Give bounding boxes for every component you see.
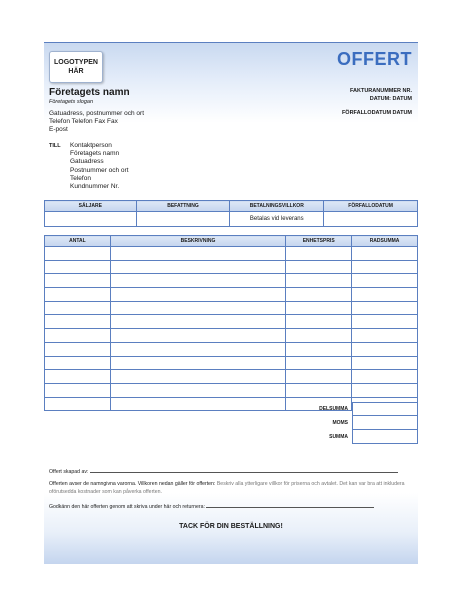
cell-quantity[interactable]	[45, 301, 111, 315]
cell-due-date[interactable]	[324, 212, 418, 227]
cell-line-total[interactable]	[352, 370, 418, 384]
recipient-line: Kontaktperson	[70, 142, 112, 149]
logo-placeholder	[49, 51, 103, 83]
tax-label: MOMS	[332, 420, 348, 426]
logo-text-line2: HÄR	[68, 68, 84, 75]
cell-unit-price[interactable]	[286, 288, 352, 302]
table-row	[45, 356, 418, 370]
table-row	[45, 288, 418, 302]
invoice-number: FAKTURANUMMER NR.	[349, 88, 412, 94]
cell-description[interactable]	[110, 329, 285, 343]
approval	[49, 503, 411, 512]
approval-label: Godkänn den här offerten genom att skriva under här och returnera:	[49, 504, 205, 510]
cell-line-total[interactable]	[352, 315, 418, 329]
created-by-line[interactable]	[90, 468, 398, 473]
cell-unit-price[interactable]	[286, 329, 352, 343]
cell-unit-price[interactable]	[286, 356, 352, 370]
cell-description[interactable]	[110, 383, 285, 397]
invoice-meta	[350, 87, 412, 103]
cell-line-total[interactable]	[352, 288, 418, 302]
cell-quantity[interactable]	[45, 260, 111, 274]
cell-unit-price[interactable]	[286, 342, 352, 356]
cell-line-total[interactable]	[352, 356, 418, 370]
tax-value[interactable]	[352, 416, 418, 430]
cell-quantity[interactable]	[45, 329, 111, 343]
total-value[interactable]	[352, 430, 418, 444]
cell-line-total[interactable]	[352, 383, 418, 397]
cell-line-total[interactable]	[352, 301, 418, 315]
header-position: BEFATTNING	[136, 201, 230, 212]
phone-fax-line: Telefon Telefon Fax Fax	[49, 118, 118, 125]
invoice-date: DATUM: DATUM	[369, 96, 412, 102]
cell-description[interactable]	[110, 274, 285, 288]
cell-unit-price[interactable]	[286, 301, 352, 315]
header-seller: SÄLJARE	[45, 201, 137, 212]
header-unit-price: ENHETSPRIS	[286, 236, 352, 247]
recipient-line: Postnummer och ort	[70, 166, 129, 174]
created-by	[49, 468, 411, 477]
cell-description[interactable]	[110, 370, 285, 384]
cell-quantity[interactable]	[45, 274, 111, 288]
cell-unit-price[interactable]	[286, 247, 352, 261]
header-due-date: FÖRFALLODATUM	[324, 201, 418, 212]
company-slogan: Företagets slogan	[49, 99, 94, 105]
table-row	[45, 370, 418, 384]
cell-unit-price[interactable]	[286, 260, 352, 274]
cell-payment-terms[interactable]: Betalas vid leverans	[230, 212, 324, 227]
cell-line-total[interactable]	[352, 329, 418, 343]
cell-quantity[interactable]	[45, 342, 111, 356]
company-address	[49, 110, 144, 134]
terms-table	[44, 200, 418, 227]
cell-position[interactable]	[136, 212, 230, 227]
terms-details: Beskriv alla ytterligare villkor för priserna och avtalet. Det kan var bra att inkludera oförutsedda kostnader som kan påverka offerten.	[49, 481, 405, 495]
items-table	[44, 235, 418, 411]
table-row	[45, 383, 418, 397]
item-rows	[45, 247, 418, 411]
cell-description[interactable]	[110, 288, 285, 302]
table-row	[45, 315, 418, 329]
signature-line[interactable]	[206, 503, 374, 508]
cell-line-total[interactable]	[352, 274, 418, 288]
recipient-label: TILL	[49, 143, 61, 149]
cell-unit-price[interactable]	[286, 383, 352, 397]
terms-intro: Offerten avser de namngivna varorna. Villkoren nedan gäller för offerten:	[49, 481, 216, 487]
header-line-total: RADSUMMA	[352, 236, 418, 247]
cell-description[interactable]	[110, 301, 285, 315]
table-row	[45, 301, 418, 315]
cell-quantity[interactable]	[45, 370, 111, 384]
company-name: Företagets namn	[49, 87, 130, 98]
totals-block	[44, 402, 418, 444]
quote-page	[44, 42, 418, 564]
table-row	[45, 342, 418, 356]
due-date: FÖRFALLODATUM DATUM	[341, 110, 412, 116]
subtotal-row	[44, 402, 418, 416]
subtotal-label: DELSUMMA	[319, 406, 348, 412]
cell-description[interactable]	[110, 260, 285, 274]
tax-row	[44, 416, 418, 430]
address-line: Gatuadress, postnummer och ort	[49, 110, 145, 117]
table-row	[45, 274, 418, 288]
header-description: BESKRIVNING	[110, 236, 285, 247]
cell-description[interactable]	[110, 247, 285, 261]
recipient-line: Gatuadress	[70, 158, 104, 166]
cell-quantity[interactable]	[45, 315, 111, 329]
table-row	[45, 260, 418, 274]
cell-line-total[interactable]	[352, 247, 418, 261]
cell-unit-price[interactable]	[286, 315, 352, 329]
cell-quantity[interactable]	[45, 383, 111, 397]
created-by-label: Offert skapad av:	[49, 469, 89, 475]
cell-line-total[interactable]	[352, 260, 418, 274]
cell-description[interactable]	[110, 315, 285, 329]
recipient-line: Företagets namn	[70, 150, 120, 158]
email-line: E-post	[49, 126, 68, 133]
cell-quantity[interactable]	[45, 356, 111, 370]
document-title: OFFERT	[337, 49, 412, 69]
recipient-line: Kundnummer Nr.	[70, 183, 120, 191]
table-row	[45, 329, 418, 343]
cell-quantity[interactable]	[45, 288, 111, 302]
header-payment-terms: BETALNINGSVILLKOR	[230, 201, 324, 212]
table-row	[45, 247, 418, 261]
cell-unit-price[interactable]	[286, 370, 352, 384]
cell-unit-price[interactable]	[286, 274, 352, 288]
cell-quantity[interactable]	[45, 247, 111, 261]
cell-line-total[interactable]	[352, 342, 418, 356]
total-label: SUMMA	[329, 434, 348, 440]
logo-text-line1: LOGOTYPEN	[54, 59, 98, 66]
header-quantity: ANTAL	[45, 236, 111, 247]
recipient-line: Telefon	[70, 174, 91, 182]
recipient-block	[70, 142, 129, 191]
cell-description[interactable]	[110, 356, 285, 370]
thank-you-message: TACK FÖR DIN BESTÄLLNING!	[179, 523, 283, 530]
subtotal-value[interactable]	[352, 402, 418, 416]
terms-text	[49, 481, 411, 496]
cell-seller[interactable]	[45, 212, 137, 227]
total-row	[44, 430, 418, 444]
cell-description[interactable]	[110, 342, 285, 356]
